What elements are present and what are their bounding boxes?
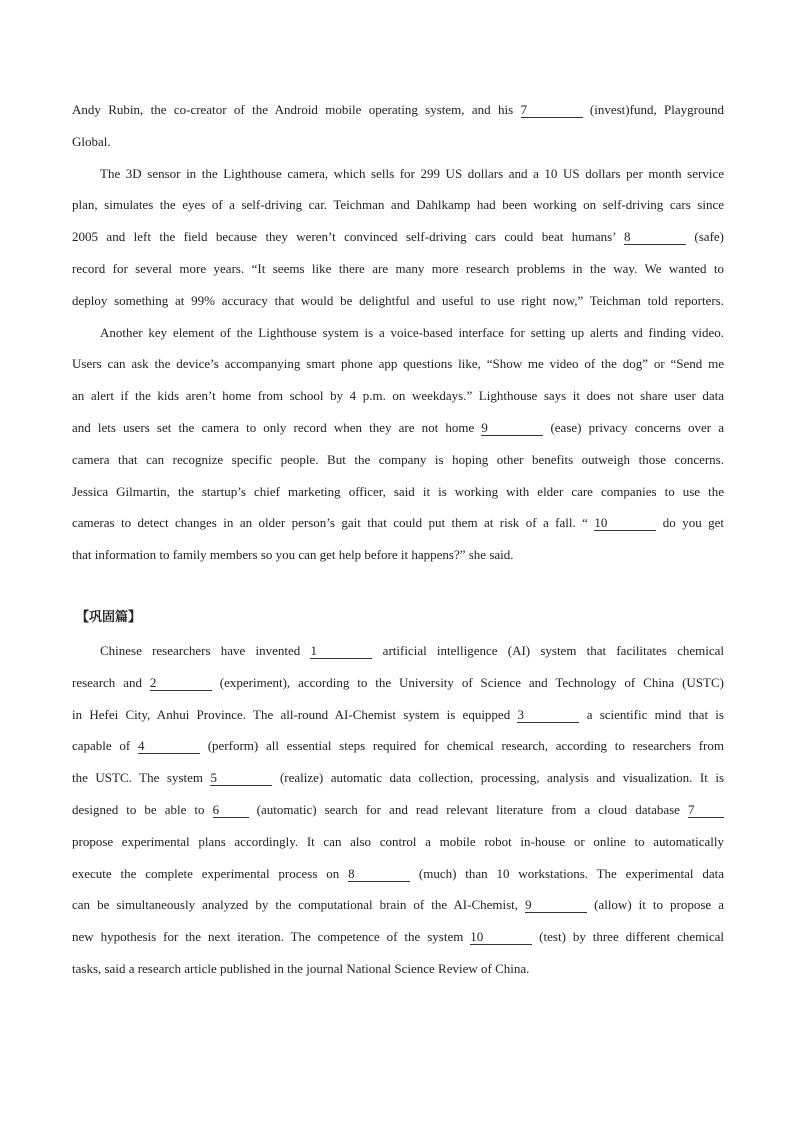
- line-text: designed to be able to: [72, 801, 213, 817]
- text-line: [72, 253, 724, 285]
- line-text: artificial intelligence (AI) system that facilitates chemical: [372, 643, 724, 658]
- text-line: [72, 667, 724, 699]
- line-text: (automatic) search for and read relevant literature from a cloud database: [248, 801, 688, 817]
- line-text: (realize) automatic data collection, processing, analysis and visualization. It is: [272, 770, 725, 786]
- fill-in-blank-3[interactable]: 3: [517, 707, 579, 723]
- line-text: deploy something at 99% accuracy that would be delightful and useful to use right now,” Teichman told reporters.: [72, 292, 724, 308]
- fill-in-blank-10[interactable]: 10: [594, 515, 656, 531]
- text-line: [72, 826, 724, 858]
- line-text: the USTC. The system: [72, 770, 211, 786]
- text-line: [72, 444, 724, 476]
- fill-in-blank-7[interactable]: 7: [688, 802, 724, 818]
- text-line: [72, 412, 724, 444]
- line-text: Users can ask the device’s accompanying smart phone app questions like, “Show me video of the dog” or “Send me: [72, 356, 724, 372]
- section-heading: 【巩固篇】: [76, 610, 142, 625]
- line-text: that information to family members so you can get help before it happens?” she said.: [72, 547, 514, 563]
- text-line: [72, 476, 724, 508]
- line-text: Jessica Gilmartin, the startup’s chief marketing officer, said it is working with elder care companies to use the: [72, 483, 724, 499]
- text-line: [72, 889, 724, 921]
- text-line: [72, 317, 724, 349]
- text-line: [72, 189, 724, 221]
- text-line: [72, 699, 724, 731]
- line-text: camera that can recognize specific people. But the company is hoping other benefits outweigh those concerns.: [72, 451, 724, 467]
- text-line: [72, 953, 724, 985]
- line-text: research and: [72, 674, 150, 690]
- line-text: The 3D sensor in the Lighthouse camera, which sells for 299 US dollars and a 10 US dollars per month service: [100, 165, 724, 181]
- line-text: (ease) privacy concerns over a: [543, 419, 724, 435]
- line-text: record for several more years. “It seems like there are many more research problems in the way. We wanted to: [72, 260, 724, 276]
- passage-lighthouse: [72, 94, 724, 571]
- line-text: new hypothesis for the next iteration. The competence of the system: [72, 929, 471, 945]
- line-text: Another key element of the Lighthouse system is a voice-based interface for setting up alerts and finding video.: [100, 324, 724, 340]
- line-text: and lets users set the camera to only record when they are not home: [72, 419, 482, 435]
- line-text: (safe): [686, 229, 725, 245]
- text-line: [72, 730, 724, 762]
- text-line: [72, 380, 724, 412]
- fill-in-blank-8[interactable]: 8: [624, 229, 686, 245]
- line-text: 2005 and left the field because they weren’t convinced self-driving cars could beat humans’: [72, 229, 624, 245]
- line-text: Global.: [72, 133, 111, 149]
- text-line: [72, 158, 724, 190]
- fill-in-blank-2[interactable]: 2: [150, 675, 212, 691]
- passage-ai-chemist: [72, 635, 724, 985]
- text-line: [72, 94, 724, 126]
- text-line: [72, 762, 724, 794]
- line-text: can be simultaneously analyzed by the computational brain of the AI-Chemist,: [72, 897, 526, 913]
- line-text: (much) than 10 workstations. The experimental data: [410, 865, 724, 881]
- fill-in-blank-8[interactable]: 8: [348, 866, 410, 882]
- line-text: (allow) it to propose a: [587, 897, 724, 913]
- line-text: plan, simulates the eyes of a self-driving car. Teichman and Dahlkamp had been working on self-driving cars since: [72, 197, 724, 213]
- fill-in-blank-5[interactable]: 5: [210, 770, 272, 786]
- line-text: capable of: [72, 738, 138, 754]
- fill-in-blank-6[interactable]: 6: [213, 802, 249, 818]
- line-text: Chinese researchers have invented: [100, 643, 311, 658]
- line-text: cameras to detect changes in an older person’s gait that could put them at risk of a fall. “: [72, 515, 595, 531]
- line-text: (experiment), according to the University of Science and Technology of China (USTC): [211, 674, 724, 690]
- fill-in-blank-4[interactable]: 4: [138, 738, 200, 754]
- fill-in-blank-7[interactable]: 7: [521, 102, 583, 118]
- text-line: [72, 221, 724, 253]
- line-text: an alert if the kids aren’t home from school by 4 p.m. on weekdays.” Lighthouse says it does not share user data: [72, 388, 724, 404]
- text-line: [72, 126, 724, 158]
- line-text: execute the complete experimental process on: [72, 865, 349, 881]
- fill-in-blank-9[interactable]: 9: [481, 420, 543, 436]
- text-line: [72, 348, 724, 380]
- text-line: [72, 858, 724, 890]
- text-line: [72, 921, 724, 953]
- line-text: tasks, said a research article published in the journal National Science Review of China.: [72, 960, 530, 976]
- text-line: [72, 539, 724, 571]
- line-text: propose experimental plans accordingly. It can also control a mobile robot in-house or online to automatically: [72, 833, 724, 849]
- line-text: do you get: [656, 515, 724, 531]
- line-text: (invest)fund, Playground: [582, 102, 725, 117]
- fill-in-blank-10[interactable]: 10: [470, 929, 532, 945]
- line-text: a scientific mind that is: [579, 706, 724, 722]
- line-text: Andy Rubin, the co-creator of the Android mobile operating system, and his: [72, 102, 521, 117]
- fill-in-blank-9[interactable]: 9: [525, 897, 587, 913]
- text-line: [72, 507, 724, 539]
- text-line: [72, 794, 724, 826]
- line-text: in Hefei City, Anhui Province. The all-round AI-Chemist system is equipped: [72, 706, 518, 722]
- line-text: (test) by three different chemical: [532, 929, 724, 945]
- text-line: [72, 285, 724, 317]
- fill-in-blank-1[interactable]: 1: [310, 643, 372, 659]
- line-text: (perform) all essential steps required for chemical research, according to researchers from: [199, 738, 724, 754]
- text-line: [72, 635, 724, 667]
